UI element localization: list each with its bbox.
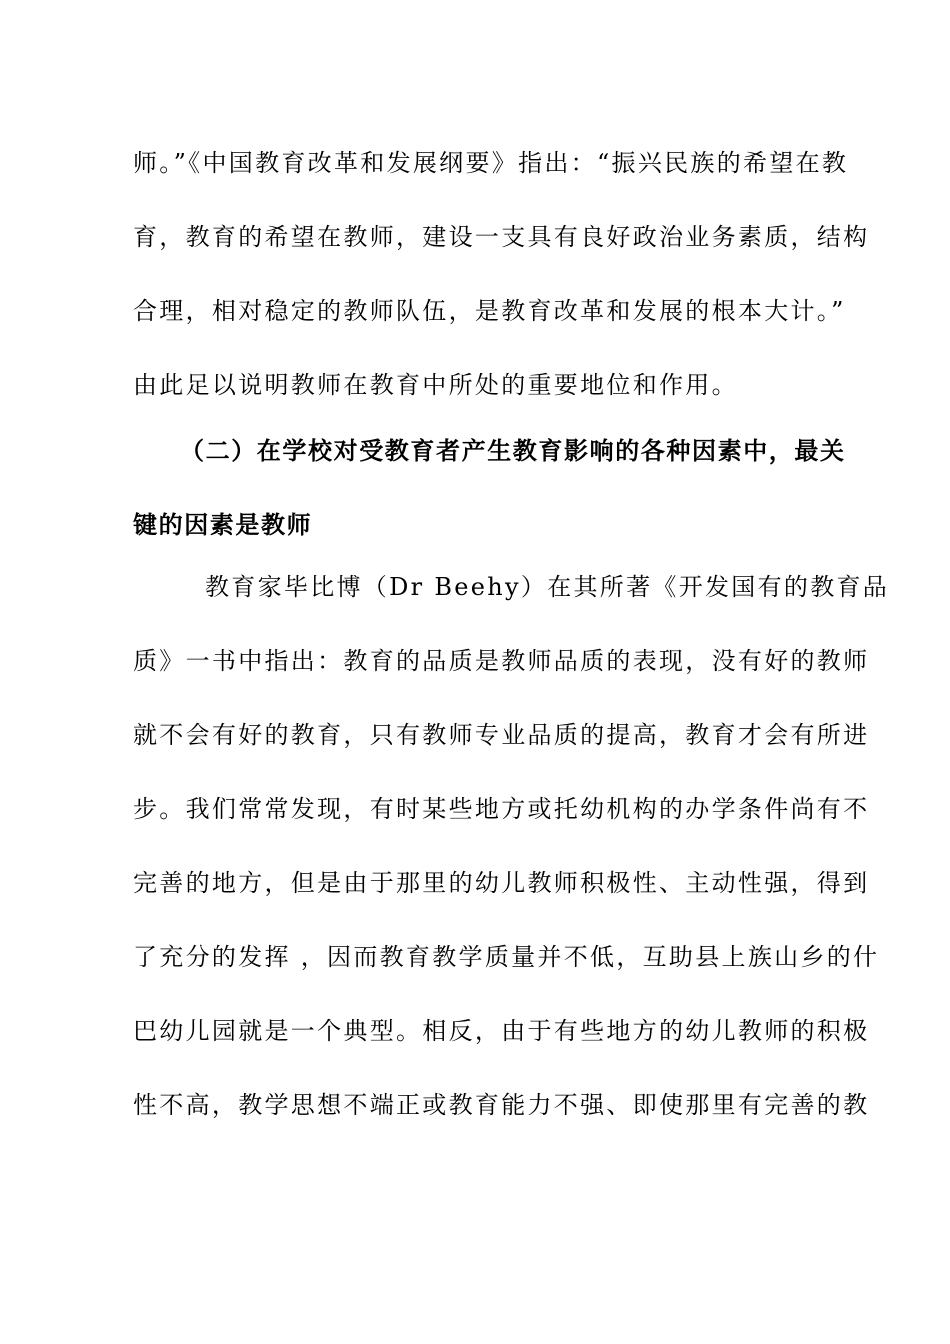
paragraph1-line-2: 育，教育的希望在教师，建设一支具有良好政治业务素质，结构 bbox=[133, 223, 870, 251]
paragraph2-line-1: 教育家毕比博（Dr Beehy）在其所著《开发国有的教育品 bbox=[205, 573, 890, 601]
paragraph2-line-2: 质》一书中指出：教育的品质是教师品质的表现，没有好的教师 bbox=[133, 647, 870, 675]
paragraph2-line-6: 了充分的发挥 ，因而教育教学质量并不低，互助县上族山乡的什 bbox=[133, 943, 880, 971]
paragraph2-line-8: 性不高，教学思想不端正或教育能力不强、即使那里有完善的教 bbox=[133, 1091, 870, 1119]
paragraph2-line-4: 步。我们常常发现，有时某些地方或托幼机构的办学条件尚有不 bbox=[133, 795, 870, 823]
paragraph2-line-5: 完善的地方，但是由于那里的幼儿教师积极性、主动性强，得到 bbox=[133, 869, 870, 897]
paragraph1-line-3: 合理，相对稳定的教师队伍，是教育改革和发展的根本大计。” bbox=[133, 297, 846, 325]
paragraph1-line-1: 师。”《中国教育改革和发展纲要》指出：“振兴民族的希望在教 bbox=[133, 149, 849, 177]
paragraph1-line-4: 由此足以说明教师在教育中所处的重要地位和作用。 bbox=[133, 371, 738, 399]
section-heading-line-2: 键的因素是教师 bbox=[133, 510, 313, 539]
section-heading-line-1: （二）在学校对受教育者产生教育影响的各种因素中，最关 bbox=[180, 436, 846, 465]
paragraph2-line-3: 就不会有好的教育，只有教师专业品质的提高，教育才会有所进 bbox=[133, 721, 870, 749]
paragraph2-line-7: 巴幼儿园就是一个典型。相反，由于有些地方的幼儿教师的积极 bbox=[133, 1017, 870, 1045]
